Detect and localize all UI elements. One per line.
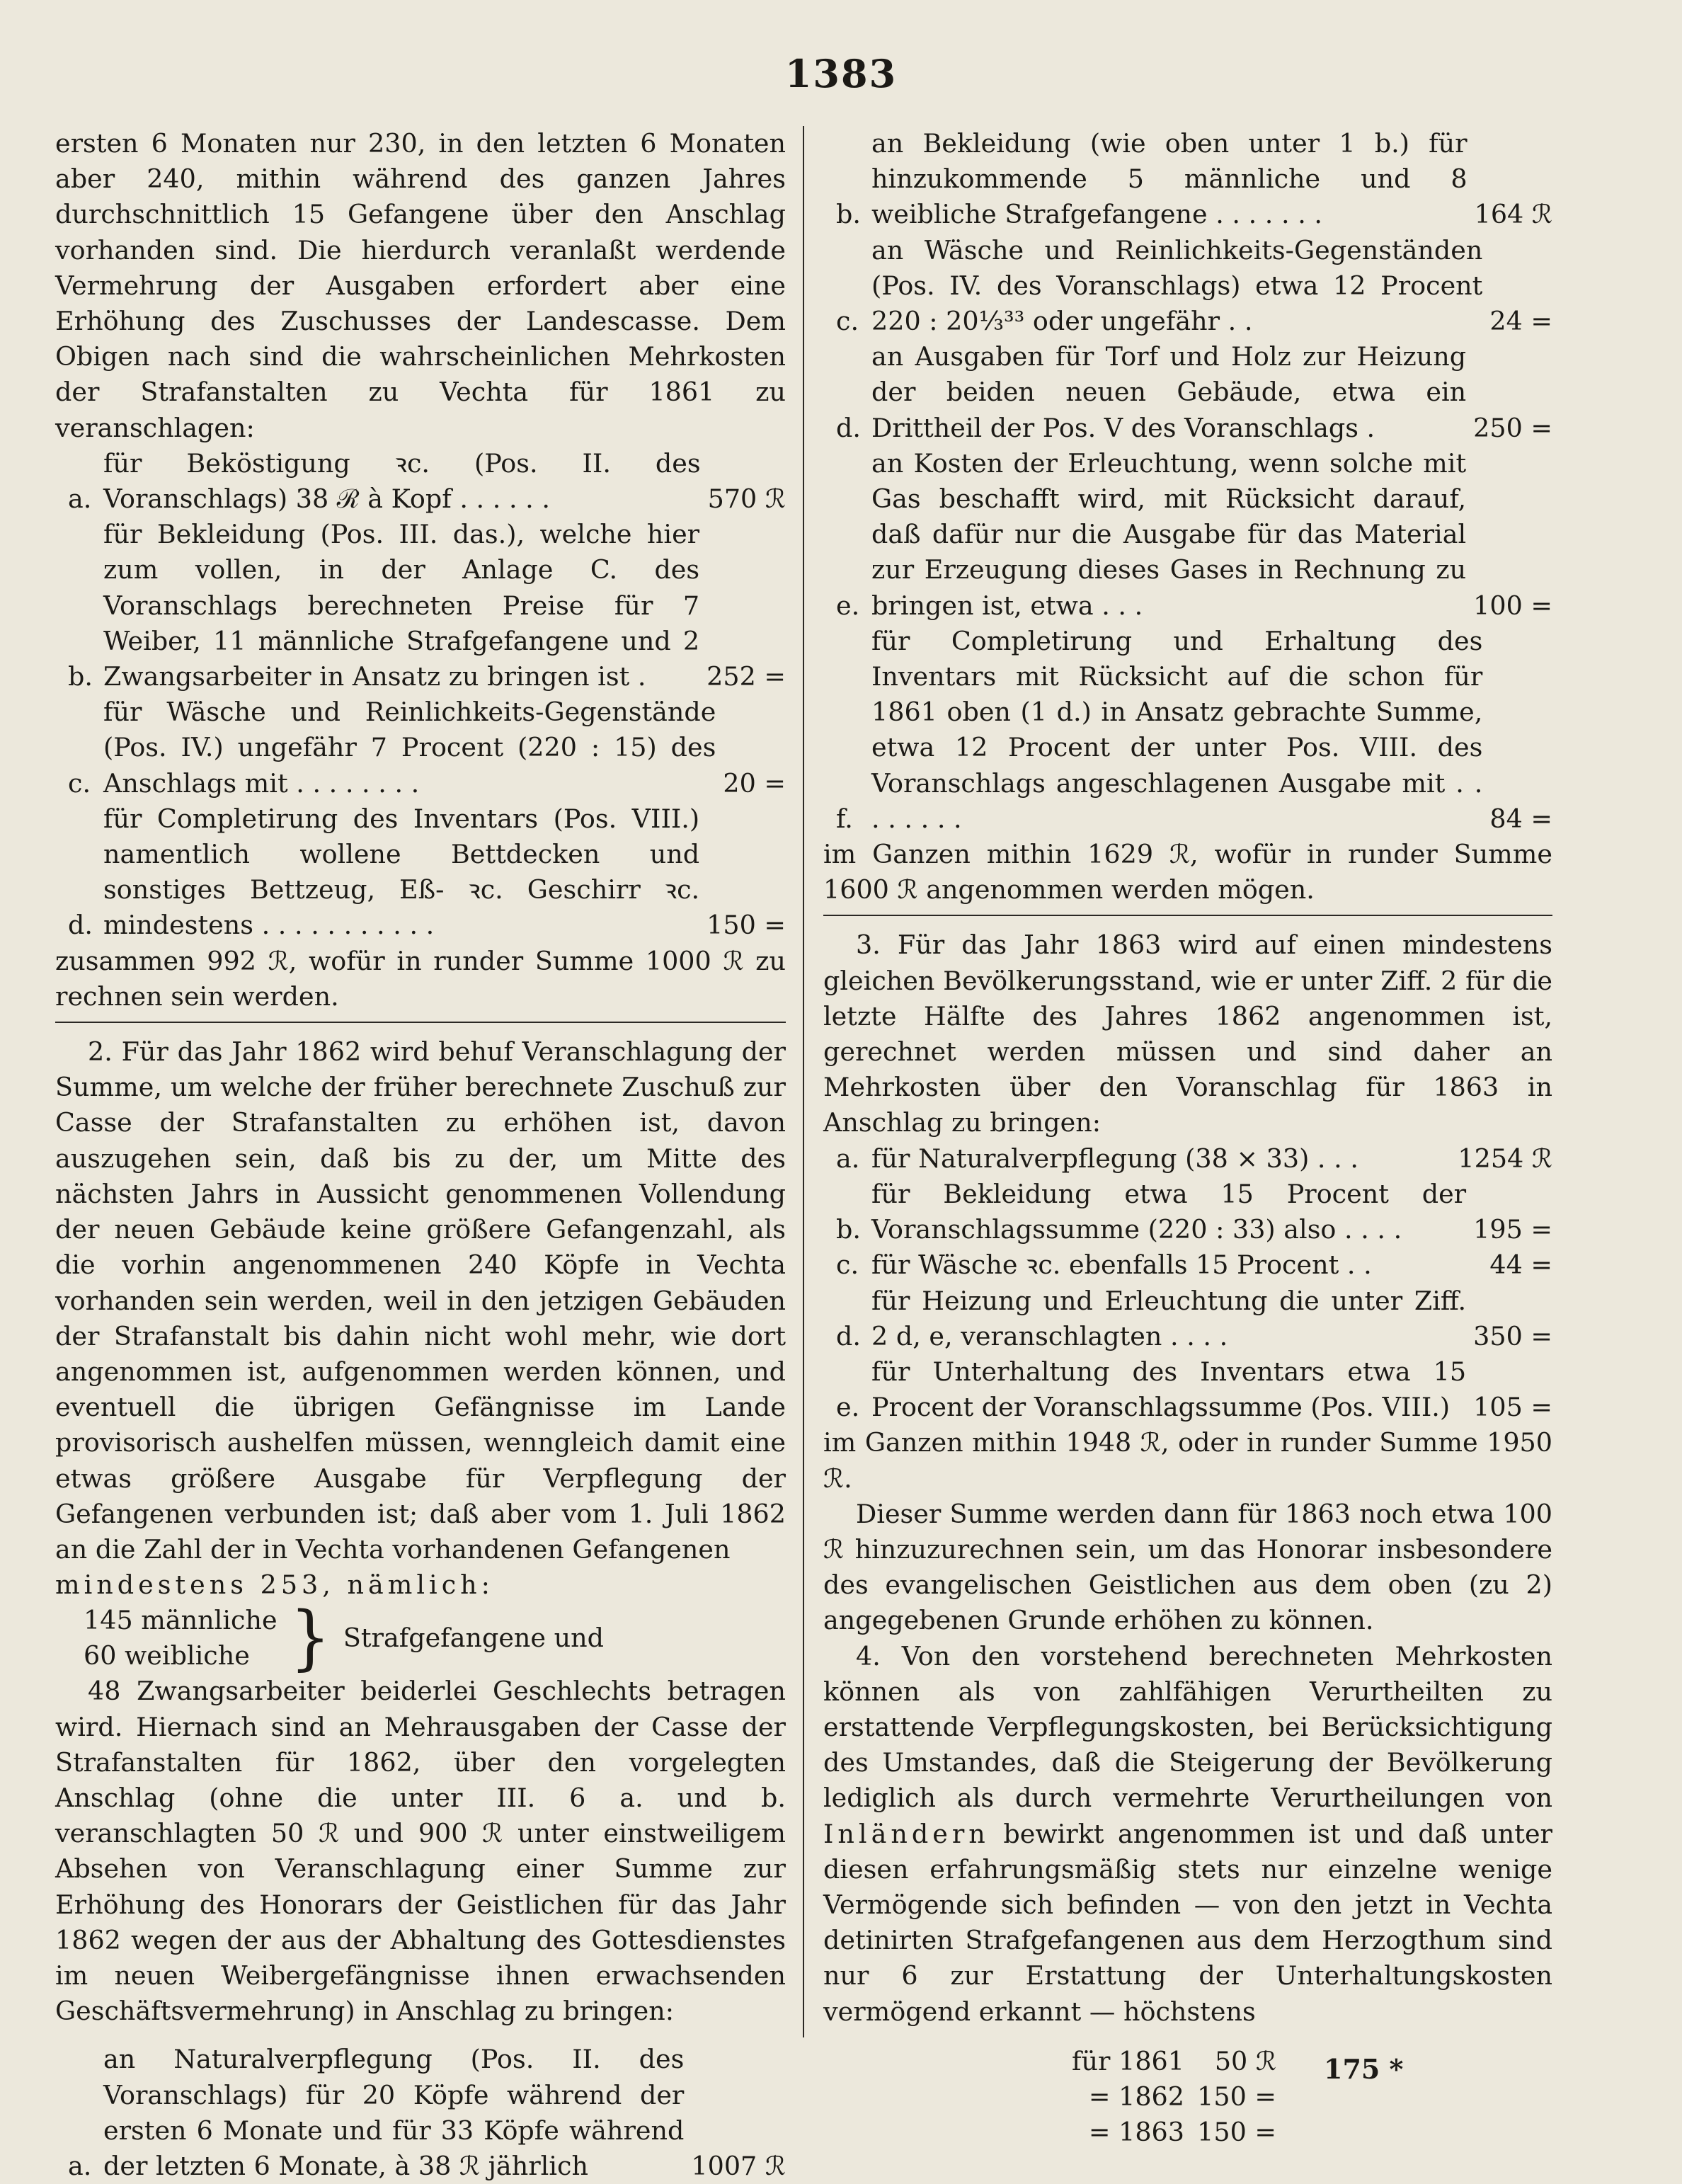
- table-row: [1043, 2115, 1276, 2150]
- list-item: [55, 801, 786, 944]
- item-text: für Wäsche ꝛc. ebenfalls 15 Procent . .: [871, 1250, 1372, 1281]
- item-label: c.: [836, 1250, 859, 1281]
- item-label: f.: [836, 803, 853, 834]
- list-item: [823, 1141, 1552, 1177]
- item-label: b.: [836, 1214, 861, 1245]
- item-label: d.: [68, 910, 93, 941]
- item-amount: 20 =: [723, 767, 786, 799]
- item-label: d.: [836, 1320, 861, 1351]
- section-4-emphasis: Inländern: [823, 1818, 990, 1849]
- brace-line-female: 60 weibliche: [84, 1640, 250, 1671]
- section-2-continuation: 48 Zwangsarbeiter beiderlei Geschlechts betragen wird. Hiernach sind an Mehrausgaben der Casse der Strafanstalten für 1862, über den vorgelegten Anschlag (ohne die unter III. 6 a. und b. veranschlagten 50 ℛ und 900 ℛ unter einstweiligem Absehen von Veranschlagung einer Summe zur Erhöhung des Honorars der Geistlichen für das Jahr 1862 wegen der aus der Abhaltung des Gottesdienstes im neuen Weibergefängnisse ihnen erwachsenden Geschäftsvermehrung) in Anschlag zu bringen:: [55, 1676, 786, 2027]
- item-text: für Bekleidung etwa 15 Procent der Voranschlagssumme (220 : 33) also . . . .: [871, 1178, 1467, 1245]
- list-item: [55, 446, 786, 517]
- page-number: 1383: [784, 51, 898, 96]
- brace-right-text: Strafgefangene und: [343, 1623, 605, 1654]
- section-4-text-a: 4. Von den vorstehend berechneten Mehrkosten können als von zahlfähigen Verurtheilten zu erstattende Verpflegungskosten, bei Berücksichtigung des Umstandes, daß die Steigerung der Bevölkerung lediglich als durch vermehrte Verurtheilungen von: [823, 1640, 1552, 1814]
- list-item: [823, 1177, 1552, 1247]
- item-label: b.: [68, 661, 93, 692]
- list-item: [823, 1354, 1552, 1425]
- section-4-paragraph: [823, 1639, 1552, 2030]
- total-1861: zusammen 992 ℛ, wofür in runder Summe 1000 ℛ zu rechnen sein werden.: [55, 945, 786, 1012]
- year-cell: = 1863: [1088, 2117, 1184, 2148]
- item-label: e.: [836, 590, 860, 621]
- item-text: an Kosten der Erleuchtung, wenn solche mit Gas beschafft wird, mit Rücksicht darauf, daß dafür nur die Ausgabe für das Material zur Erzeugung dieses Gases in Rechnung zu bringen ist, etwa . . .: [871, 447, 1467, 621]
- item-text: für Beköstigung ꝛc. (Pos. II. des Voranschlags) 38 ℛ à Kopf . . . . . .: [103, 447, 701, 515]
- section-rule: [823, 915, 1552, 916]
- list-item: [823, 339, 1552, 446]
- section-rule: [55, 1022, 786, 1023]
- section-4-text-b: bewirkt angenommen ist und daß unter diesen erfahrungsmäßig stets nur einzelne wenige Vermögende sich befinden — von den jetzt in Vechta detinirten Strafgefangenen aus dem Herzogthum sind nur 6 zur Erstattung der Unterhaltungskosten vermögend erkannt — höchstens: [823, 1818, 1552, 2027]
- section-2-paragraph: 2. Für das Jahr 1862 wird behuf Veranschlagung der Summe, um welche der früher berechnete Zuschuß zur Casse der Strafanstalten zu erhöhen ist, davon auszugehen sein, daß bis zu der, um Mitte des nächsten Jahrs in Aussicht genommenen Vollendung der neuen Gebäude keine größere Gefangenzahl, als die vorhin angenommenen 240 Köpfe in Vechta vorhanden sein werden, weil in den jetzigen Gebäuden der Strafanstalt bis dahin nicht wohl mehr, wie dort angenommen ist, aufgenommen werden können, und eventuell die übrigen Gefängnisse im Lande provisorisch aushelfen müssen, wenngleich damit eine etwas größere Ausgabe für Verpflegung der Gefangenen verbunden ist; daß aber vom 1. Juli 1862 an die Zahl der in Vechta vorhandenen Gefangenen: [55, 1036, 786, 1565]
- item-amount: 100 =: [1473, 590, 1552, 621]
- item-text: für Naturalverpflegung (38 × 33) . . .: [871, 1143, 1358, 1174]
- item-text: für Completirung des Inventars (Pos. VIII.) namentlich wollene Bettdecken und sonstiges Bettzeug, Eß- ꝛc. Geschirr ꝛc. mindestens . . . . . . . . . . .: [103, 803, 700, 941]
- total-1863: im Ganzen mithin 1948 ℛ, oder in runder Summe 1950 ℛ.: [823, 1427, 1552, 1494]
- section-3-paragraph: 3. Für das Jahr 1863 wird auf einen mindestens gleichen Bevölkerungsstand, wie er unter Ziff. 2 für die letzte Hälfte des Jahres 1862 angenommen ist, gerechnet werden müssen und sind daher an Mehrkosten über den Voranschlag für 1863 in Anschlag zu bringen:: [823, 930, 1552, 1138]
- item-amount: 44 =: [1489, 1250, 1552, 1281]
- item-text: für Wäsche und Reinlichkeits-Gegenstände (Pos. IV.) ungefähr 7 Procent (220 : 15) des Anschlags mit . . . . . . . .: [103, 697, 716, 799]
- column-divider: [803, 126, 804, 2037]
- year-table: [1043, 2044, 1276, 2151]
- item-amount: 1254 ℛ: [1458, 1143, 1552, 1174]
- item-label: a.: [836, 1143, 860, 1174]
- item-label: d.: [836, 412, 861, 443]
- item-label: a.: [68, 484, 92, 515]
- right-column: [823, 126, 1552, 2150]
- item-amount: 105 =: [1473, 1392, 1552, 1423]
- prisoner-brace: [55, 1597, 786, 1679]
- list-item: [55, 2042, 786, 2184]
- item-text: an Wäsche und Reinlichkeits-Gegenständen (Pos. IV. des Voranschlags) etwa 12 Procent 220 : 20⅓³³ oder ungefähr . .: [871, 234, 1483, 337]
- item-amount: 24 =: [1489, 306, 1552, 337]
- item-text: für Heizung und Erleuchtung die unter Ziff. 2 d, e, veranschlagten . . . .: [871, 1285, 1467, 1351]
- amount-cell: 150 =: [1197, 2117, 1276, 2148]
- item-amount: 195 =: [1473, 1214, 1552, 1245]
- left-column: [55, 126, 786, 2184]
- item-amount: 150 =: [706, 910, 786, 941]
- item-text: für Unterhaltung des Inventars etwa 15 Procent der Voranschlagssumme (Pos. VIII.): [871, 1356, 1467, 1423]
- printer-signature: 175 *: [1324, 2053, 1404, 2085]
- list-item: [823, 624, 1552, 837]
- list-item: [823, 1247, 1552, 1283]
- list-item: [823, 126, 1552, 233]
- year-cell: für 1861: [1072, 2045, 1184, 2076]
- brace-line-male: 145 männliche: [84, 1605, 278, 1636]
- intro-paragraph: ersten 6 Monaten nur 230, in den letzten 6 Monaten aber 240, mithin während des ganzen Jahres durchschnittlich 15 Gefangene über den Anschlag vorhanden sind. Die hierdurch veranlaßt werdende Vermehrung der Ausgaben erfordert aber eine Erhöhung des Zuschusses der Landescasse. Dem Obigen nach sind die wahrscheinlichen Mehrkosten der Strafanstalten zu Vechta für 1861 zu veranschlagen:: [55, 128, 786, 443]
- item-amount: 84 =: [1489, 803, 1552, 834]
- list-item: [55, 517, 786, 694]
- item-amount: 1007 ℛ: [691, 2150, 786, 2181]
- item-text: für Bekleidung (Pos. III. das.), welche hier zum vollen, in der Anlage C. des Voranschlags berechneten Preise für 7 Weiber, 11 männliche Strafgefangene und 2 Zwangsarbeiter in Ansatz zu bringen ist .: [103, 519, 700, 692]
- item-text: an Bekleidung (wie oben unter 1 b.) für hinzukommende 5 männliche und 8 weibliche Strafgefangene . . . . . . .: [871, 128, 1468, 230]
- amount-cell: 150 =: [1197, 2081, 1276, 2112]
- item-text: an Ausgaben für Torf und Holz zur Heizung der beiden neuen Gebäude, etwa ein Drittheil der Pos. V des Voranschlags .: [871, 341, 1467, 443]
- item-label: c.: [836, 306, 859, 337]
- year-cell: = 1862: [1088, 2081, 1184, 2112]
- section-3-addition: Dieser Summe werden dann für 1863 noch etwa 100 ℛ hinzuzurechnen sein, um das Honorar insbesondere des evangelischen Geistlichen aus dem oben (zu 2) angegebenen Grunde erhöhen zu können.: [823, 1498, 1552, 1636]
- item-amount: 250 =: [1473, 412, 1552, 443]
- amount-cell: 50 ℛ: [1214, 2045, 1276, 2076]
- table-row: [1043, 2079, 1276, 2115]
- item-amount: 164 ℛ: [1474, 199, 1552, 230]
- item-amount: 350 =: [1473, 1320, 1552, 1351]
- total-1862: im Ganzen mithin 1629 ℛ, wofür in runder Summe 1600 ℛ angenommen werden mögen.: [823, 839, 1552, 905]
- section-2-minimum: mindestens 253, nämlich:: [55, 1570, 494, 1601]
- item-amount: 252 =: [706, 661, 786, 692]
- item-text: für Completirung und Erhaltung des Inventars mit Rücksicht auf die schon für 1861 oben (1 d.) in Ansatz gebrachte Summe, etwa 12 Procent der unter Pos. VIII. des Voranschlags angeschlagenen Ausgabe mit . . . . . . . .: [871, 625, 1483, 834]
- table-row: [1043, 2044, 1276, 2079]
- item-label: b.: [836, 199, 861, 230]
- list-item: [55, 694, 786, 801]
- list-item: [823, 233, 1552, 340]
- item-label: c.: [68, 767, 91, 799]
- list-item: [823, 446, 1552, 624]
- brace-icon: }: [290, 1597, 331, 1679]
- item-text: an Naturalverpflegung (Pos. II. des Voranschlags) für 20 Köpfe während der ersten 6 Monate und für 33 Köpfe während der letzten 6 Monate, à 38 ℛ jährlich: [103, 2044, 685, 2181]
- item-label: e.: [836, 1392, 860, 1423]
- item-amount: 570 ℛ: [707, 484, 786, 515]
- item-label: a.: [68, 2150, 92, 2181]
- list-item: [823, 1283, 1552, 1354]
